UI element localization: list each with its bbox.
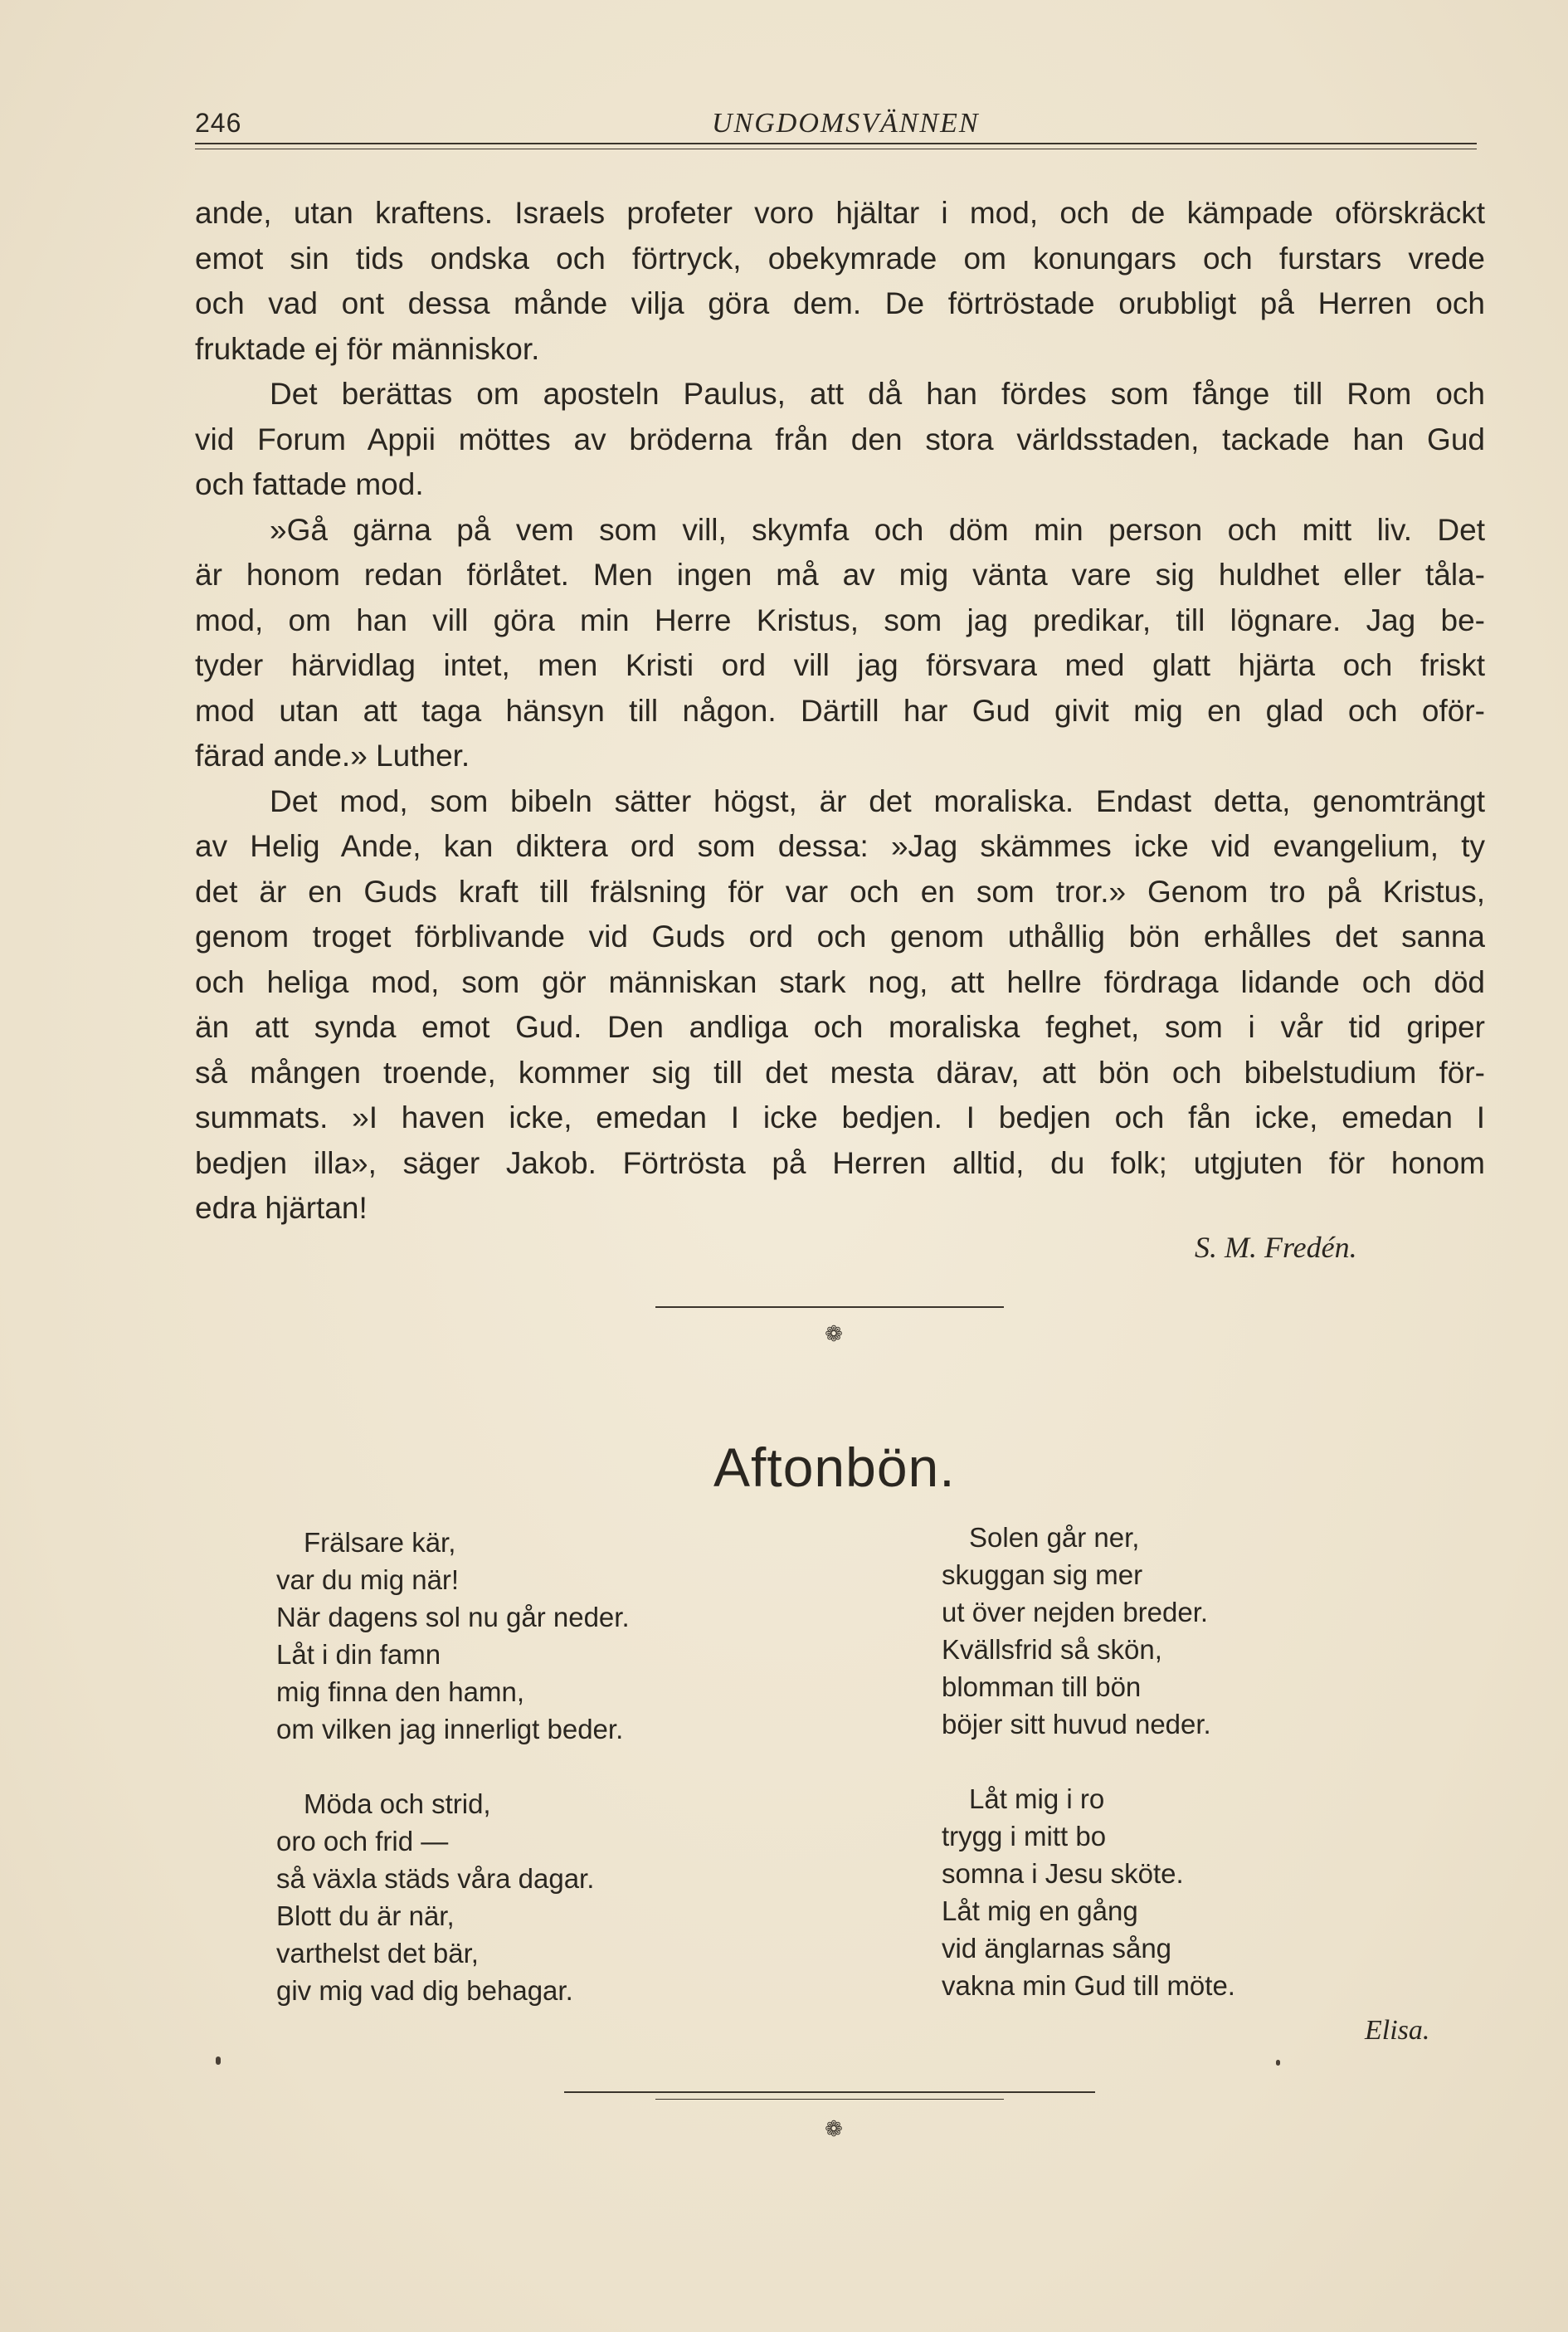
section-divider — [564, 2091, 1095, 2093]
poem-right-column — [942, 1519, 1235, 2042]
page-number: 246 — [195, 108, 242, 138]
poem-line: När dagens sol nu går neder. — [276, 1602, 630, 1632]
poem-line: varthelst det bär, — [276, 1938, 479, 1969]
poem-title: Aftonbön. — [713, 1437, 956, 1498]
text-line: det är en Guds kraft till frälsning för var och en som tror.» Genom tro på Kristus, — [195, 874, 1485, 909]
poem-line: om vilken jag innerligt beder. — [276, 1714, 624, 1744]
article-body — [195, 191, 1485, 1232]
poem-line: Låt mig en gång — [942, 1895, 1138, 1926]
poem-line: oro och frid — — [276, 1826, 449, 1856]
header-rule — [195, 143, 1477, 144]
poem-left-column — [276, 1524, 630, 2047]
poem-line: böjer sitt huvud neder. — [942, 1709, 1211, 1739]
poem-line: Låt i din famn — [276, 1639, 441, 1670]
print-speck — [216, 2056, 221, 2065]
poem-line: Låt mig i ro — [969, 1783, 1105, 1814]
text-line: färad ande.» Luther. — [195, 739, 470, 773]
section-divider-secondary — [655, 2099, 1004, 2100]
poem-line: Blott du är när, — [276, 1900, 455, 1931]
text-line: ande, utan kraftens. Israels profeter voro hjältar i mod, och de kämpade oförskräckt — [195, 196, 1485, 230]
text-line: bedjen illa», säger Jakob. Förtrösta på Herren alltid, du folk; utgjuten för honom — [195, 1145, 1485, 1180]
poem-author: Elisa. — [1365, 2015, 1430, 2046]
text-line: vid Forum Appii möttes av bröderna från den stora världsstaden, tackade han Gud — [195, 422, 1485, 456]
text-line: och vad ont dessa månde vilja göra dem. De förtröstade orubbligt på Herren och — [195, 286, 1485, 320]
ornament-icon: ❁ — [825, 1321, 843, 1346]
text-line: mod utan att taga hänsyn till någon. Därtill har Gud givit mig en glad och oför- — [195, 693, 1485, 728]
text-line: »Gå gärna på vem som vill, skymfa och döm min person och mitt liv. Det — [270, 512, 1485, 547]
poem-line: var du mig när! — [276, 1564, 460, 1595]
text-line: edra hjärtan! — [195, 1191, 368, 1225]
text-line: mod, om han vill göra min Herre Kristus, som jag predikar, till lögnare. Jag be- — [195, 603, 1485, 637]
poem-line: trygg i mitt bo — [942, 1821, 1107, 1851]
poem-line: Kvällsfrid så skön, — [942, 1634, 1162, 1665]
running-title: UNGDOMSVÄNNEN — [712, 108, 980, 139]
article-paragraph-1 — [195, 191, 1485, 372]
text-line: och fattade mod. — [195, 467, 424, 501]
text-line: genom troget förblivande vid Guds ord och genom uthållig bön erhålles det sanna — [195, 920, 1485, 954]
text-line: fruktade ej för människor. — [195, 331, 540, 366]
ornament-icon: ❁ — [825, 2116, 843, 2141]
text-line: Det mod, som bibeln sätter högst, är det moraliska. Endast detta, genomträngt — [270, 783, 1485, 818]
poem-line: blomman till bön — [942, 1671, 1142, 1702]
article-paragraph-4 — [195, 779, 1485, 1232]
text-line: emot sin tids ondska och förtryck, obekymrade om konungars och furstars vrede — [195, 241, 1485, 276]
text-line: tyder härvidlag intet, men Kristi ord vill jag försvara med glatt hjärta och friskt — [195, 648, 1485, 682]
text-line: än att synda emot Gud. Den andliga och moraliska feghet, som i vår tid griper — [195, 1010, 1485, 1044]
text-line: av Helig Ande, kan diktera ord som dessa: »Jag skämmes icke vid evangelium, ty — [195, 829, 1485, 863]
poem-line: vakna min Gud till möte. — [942, 1970, 1235, 2001]
article-paragraph-3-quote — [195, 508, 1485, 779]
poem-stanza — [276, 1785, 630, 2009]
text-line: summats. »I haven icke, emedan I icke bedjen. I bedjen och fån icke, emedan I — [195, 1100, 1485, 1134]
poem-line: Möda och strid, — [304, 1788, 491, 1819]
poem-stanza — [942, 1519, 1235, 1743]
poem-line: Solen går ner, — [969, 1522, 1140, 1553]
poem-line: så växla städs våra dagar. — [276, 1863, 595, 1894]
poem-line: skuggan sig mer — [942, 1559, 1143, 1590]
text-line: och heliga mod, som gör människan stark nog, att hellre fördraga lidande och död — [195, 964, 1485, 999]
poem-line: giv mig vad dig behagar. — [276, 1975, 573, 2006]
text-line: Det berättas om aposteln Paulus, att då han fördes som fånge till Rom och — [270, 377, 1485, 411]
print-speck — [1276, 2060, 1280, 2066]
poem-line: ut över nejden breder. — [942, 1597, 1209, 1627]
poem-line: vid änglarnas sång — [942, 1933, 1172, 1964]
section-divider — [655, 1306, 1004, 1308]
article-signature: S. M. Fredén. — [1195, 1231, 1357, 1264]
poem-stanza — [276, 1524, 630, 1748]
article-paragraph-2 — [195, 372, 1485, 508]
text-line: så mången troende, kommer sig till det mesta därav, att bön och bibelstudium för- — [195, 1055, 1485, 1090]
text-line: är honom redan förlåtet. Men ingen må av mig vänta vare sig huldhet eller tåla- — [195, 558, 1485, 592]
poem-stanza — [942, 1780, 1235, 2004]
poem-line: mig finna den hamn, — [276, 1676, 525, 1707]
poem-line: somna i Jesu sköte. — [942, 1858, 1184, 1889]
poem-line: Frälsare kär, — [304, 1527, 456, 1558]
